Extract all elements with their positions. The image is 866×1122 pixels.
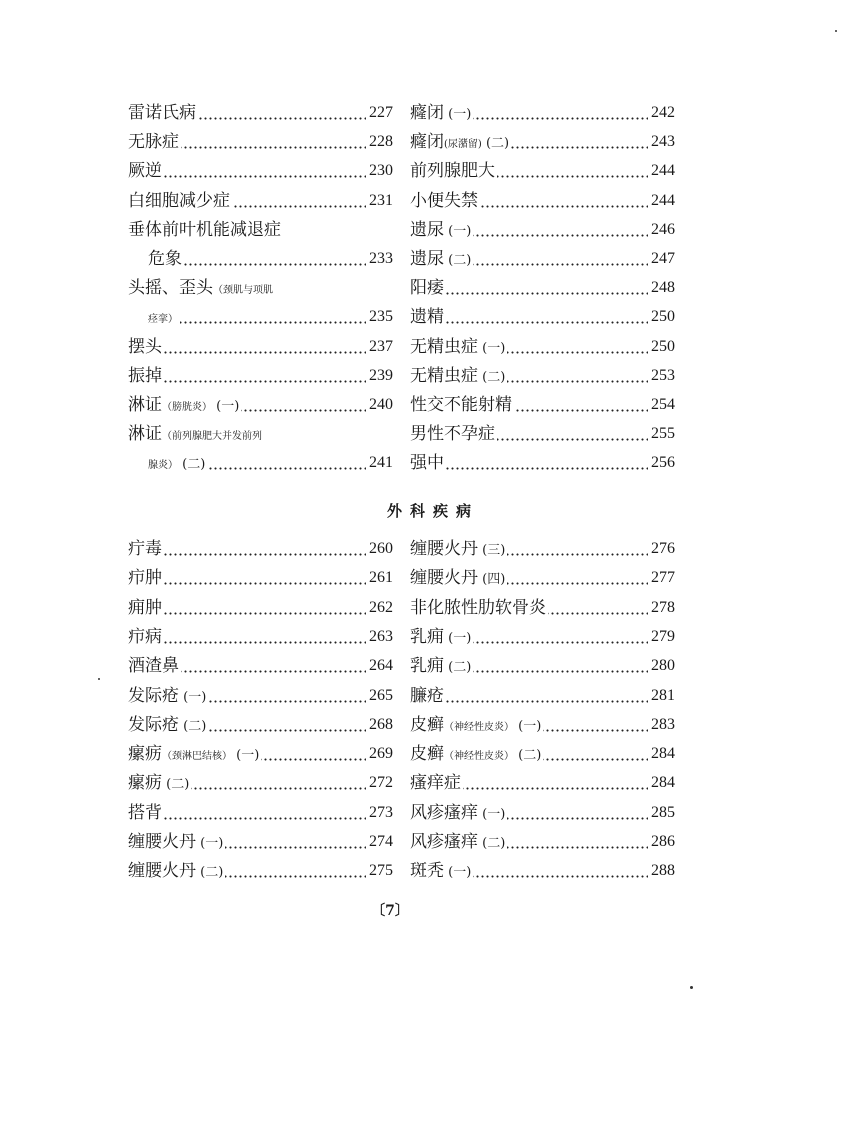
toc-entry [410,364,675,388]
toc-entry-title [128,654,181,678]
entry-part: (一) [478,806,506,822]
entry-title-text: 皮癣 [410,714,444,735]
entry-title-text: 瘙痒症 [410,773,461,794]
page-ref: 269 [366,742,393,766]
entry-title-text: 痈肿 [128,597,162,618]
entry-part: (二) [178,457,206,473]
entry-title-text: 遗尿 [410,219,444,240]
page-ref: 268 [366,713,393,737]
toc-entry-title [128,130,181,154]
toc-entry-title [410,305,446,329]
entry-title-text: 缠腰火丹 [128,861,196,882]
entry-title-text: 乳痈 [410,626,444,647]
toc-entry [410,625,675,649]
toc-entry [128,305,393,329]
entry-title-text: 癃闭 [410,103,444,123]
entry-part: (二) [478,369,506,385]
entry-title-text: 小便失禁 [410,190,478,211]
toc-entry [410,276,675,300]
toc-entry [410,654,675,678]
entry-part: (一) [232,748,260,764]
toc-entry [128,566,393,590]
toc-entry [128,771,393,795]
toc-entry-title [410,247,473,273]
entry-title-text: 疖肿 [128,568,162,589]
page-ref: 284 [648,742,675,766]
page-ref: 285 [648,801,675,825]
toc-entry [410,101,675,125]
entry-part: (二) [196,865,224,881]
toc-entry-title [410,422,497,446]
toc-entry [410,859,675,883]
page-ref: 288 [648,859,675,883]
toc-entry-title [128,335,164,359]
toc-entry [410,422,675,446]
entry-title-text: 前列腺肥大 [410,161,495,182]
toc-entry-title [410,276,446,300]
toc-entry [410,566,675,590]
entry-part: (一) [444,865,472,881]
entry-title-text: 摆头 [128,336,162,357]
toc-entry-title [410,771,463,795]
toc-entry-title [128,218,283,242]
entry-title-text: 淋证 [128,424,162,445]
toc-entry [128,742,393,766]
toc-entry-title [410,537,507,563]
toc-entry-title [410,742,543,769]
entry-title-text: 疔毒 [128,539,162,559]
toc-entry [410,247,675,271]
toc-entry-title [128,596,164,620]
page-ref: 243 [648,130,675,154]
page-ref: 244 [648,159,675,183]
entry-title-text: 臁疮 [410,685,444,706]
page-ref: 276 [648,537,675,561]
entry-title-text: 酒渣鼻 [128,656,179,677]
toc-entry [410,335,675,359]
toc-entry-title [410,159,497,183]
page-ref: 227 [366,101,393,125]
page-ref: 239 [366,364,393,388]
page-ref: 228 [366,130,393,154]
page-ref: 264 [366,654,393,678]
entry-title-text: 淋证 [128,395,162,415]
toc-entry [410,189,675,213]
entry-title-text: 风疹瘙痒 [410,832,478,852]
toc-entry-title [410,101,473,127]
entry-part: (一) [514,718,542,734]
toc-entry-title [410,684,446,708]
entry-part: (一) [444,107,472,122]
entry-title-text: 发际疮 [128,685,179,706]
page-ref: 250 [648,335,675,359]
toc-entry [128,159,393,183]
toc-entry [410,596,675,620]
toc-entry [410,742,675,766]
toc-entry-title [128,684,208,710]
toc-entry [128,654,393,678]
entry-title-text: 雷诺氏病 [128,103,196,123]
toc-entry-title [128,393,241,420]
toc-entry-title [128,859,225,885]
entry-note: （前列腺肥大并发前列 [162,431,262,443]
entry-part: (二) [478,836,506,851]
toc-entry [410,684,675,708]
toc-entry [128,684,393,708]
toc-entry-title [410,393,514,417]
entry-title-text: 阳痿 [410,278,444,299]
entry-title-text: 厥逆 [128,161,162,182]
toc-entry [410,451,675,475]
toc-entry-title [128,364,164,388]
toc-entry [410,218,675,242]
toc-entry [410,771,675,795]
page-ref: 247 [648,247,675,271]
page-ref: 280 [648,654,675,678]
entry-part: (二) [444,660,472,676]
entry-title-text: 缠腰火丹 [410,539,478,559]
page-ref: 233 [366,247,393,271]
toc-entry [128,364,393,388]
toc-entry [128,625,393,649]
page-ref: 231 [366,189,393,213]
entry-title-text: 头摇、歪头 [128,278,213,299]
page-ref: 241 [366,451,393,475]
toc-entry [128,393,393,417]
page-ref: 286 [648,830,675,854]
toc-entry-title [128,801,164,825]
toc-entry-title [128,276,275,303]
page-ref: 246 [648,218,675,242]
toc-entry-title [410,566,507,592]
toc-entry [128,596,393,620]
entry-title-text: 强中 [410,453,444,474]
page-ref: 230 [366,159,393,183]
toc-entry-title [410,713,543,740]
page-ref: 265 [366,684,393,708]
toc-entry [410,713,675,737]
entry-title-text: 遗尿 [410,249,444,269]
entry-part: (二) [481,136,510,152]
page-ref: 248 [648,276,675,300]
entry-title-text: 白细胞减少症 [128,190,230,211]
toc-entry-title [128,159,164,183]
toc-entry-title [410,364,507,390]
entry-note: (尿潴留) [444,139,482,151]
entry-part: (二) [444,253,472,268]
toc-entry-title [410,654,473,680]
page-ref: 277 [648,566,675,590]
toc-entry [410,305,675,329]
toc-entry-title [410,596,548,620]
toc-entry [128,335,393,359]
toc-entry-title [128,247,184,271]
entry-title-text: 无精虫症 [410,365,478,386]
entry-title-text: 斑秃 [410,861,444,882]
toc-entry-title [128,189,232,213]
toc-entry-title [410,625,473,651]
page-number: 〔7〕 [371,903,409,919]
page-ref: 254 [648,393,675,417]
entry-title-text: 瘰疬 [128,773,162,794]
entry-part: (四) [478,572,506,588]
entry-title-text: 搭背 [128,802,162,823]
entry-note: （膀胱炎） [162,402,212,413]
page-ref: 278 [648,596,675,620]
entry-title-text: 性交不能射精 [410,395,512,415]
toc-entry-title [410,218,473,244]
page-ref: 244 [648,189,675,213]
page-ref: 273 [366,801,393,825]
toc-entry [128,451,393,475]
toc-entry [128,713,393,737]
toc-entry-title [128,305,180,332]
toc-entry [128,537,393,561]
page-ref: 237 [366,335,393,359]
entry-title-text: 垂体前叶机能减退症 [128,219,281,240]
entry-part: (一) [179,689,207,705]
entry-part: (二) [179,718,207,734]
entry-part: (一) [478,340,506,356]
scan-speck [835,30,837,32]
entry-part: (一) [196,836,224,851]
toc-entry [128,859,393,883]
toc-entry-title [128,742,261,769]
entry-title-text: 男性不孕症 [410,424,495,445]
toc-entry-title [410,859,473,885]
entry-title-text: 癃闭 [410,132,444,153]
toc-entry-title [410,189,480,213]
toc-entry [128,830,393,854]
page-ref: 279 [648,625,675,649]
toc-entry [128,101,393,125]
entry-title-text: 缠腰火丹 [128,832,196,852]
entry-part: (一) [212,399,240,414]
section-heading: 外科疾病 [386,502,479,520]
page-ref: 261 [366,566,393,590]
entry-part: (二) [162,777,190,793]
toc-entry [128,247,393,271]
toc-entry-title [128,830,225,856]
toc-entry-title [128,625,164,649]
entry-part: (一) [444,630,472,646]
page-ref: 242 [648,101,675,125]
toc-entry [410,393,675,417]
toc-entry-title [410,801,507,827]
entry-title-text: 无精虫症 [410,336,478,357]
entry-note: （颈淋巴结核） [162,751,232,763]
entry-note: 痉挛） [148,314,178,326]
toc-entry [410,159,675,183]
entry-part: (三) [478,543,506,558]
entry-title-text: 缠腰火丹 [410,568,478,589]
page-ref: 263 [366,625,393,649]
toc-entry [410,537,675,561]
toc-entry-title [128,537,164,561]
page-ref: 235 [366,305,393,329]
entry-title-text: 危象 [148,249,182,269]
scan-speck [98,678,100,680]
entry-title-text: 非化脓性肋软骨炎 [410,597,546,618]
toc-entry [128,422,393,446]
toc-entry-title [128,101,198,125]
toc-entry [128,801,393,825]
toc-entry-title [128,713,208,739]
toc-entry [128,130,393,154]
entry-note: 腺炎） [148,460,178,472]
toc-entry-title [128,566,164,590]
entry-title-text: 乳痈 [410,656,444,677]
toc-entry [410,130,675,154]
entry-title-text: 风疹瘙痒 [410,802,478,823]
entry-part: (二) [514,748,542,764]
toc-entry-title [128,451,207,478]
page-ref: 253 [648,364,675,388]
page-ref: 283 [648,713,675,737]
toc-entry [128,218,393,242]
entry-title-text: 发际疮 [128,714,179,735]
page-ref: 256 [648,451,675,475]
toc-entry-title [410,130,511,157]
toc-entry [410,830,675,854]
page-ref: 284 [648,771,675,795]
toc-entry [128,189,393,213]
toc-entry [128,276,393,300]
toc-entry-title [410,335,507,361]
page-ref: 260 [366,537,393,561]
toc-entry-title [128,422,264,449]
entry-title-text: 瘰疬 [128,744,162,765]
page-ref: 250 [648,305,675,329]
page-ref: 272 [366,771,393,795]
page-ref: 240 [366,393,393,417]
entry-title-text: 无脉症 [128,132,179,153]
toc-entry-title [410,451,446,475]
page-ref: 255 [648,422,675,446]
entry-title-text: 振掉 [128,365,162,386]
page-ref: 275 [366,859,393,883]
entry-title-text: 疖病 [128,626,162,647]
entry-title-text: 遗精 [410,307,444,328]
page-ref: 281 [648,684,675,708]
toc-entry-title [410,830,507,856]
toc-entry-title [128,771,191,797]
entry-title-text: 皮癣 [410,744,444,765]
entry-part: (一) [444,223,472,239]
entry-note: （神经性皮炎） [444,721,514,733]
page-ref: 274 [366,830,393,854]
entry-note: （神经性皮炎） [444,751,514,763]
entry-note: （颈肌与项肌 [213,285,273,297]
toc-entry [410,801,675,825]
scan-speck [690,986,693,989]
page-ref: 262 [366,596,393,620]
